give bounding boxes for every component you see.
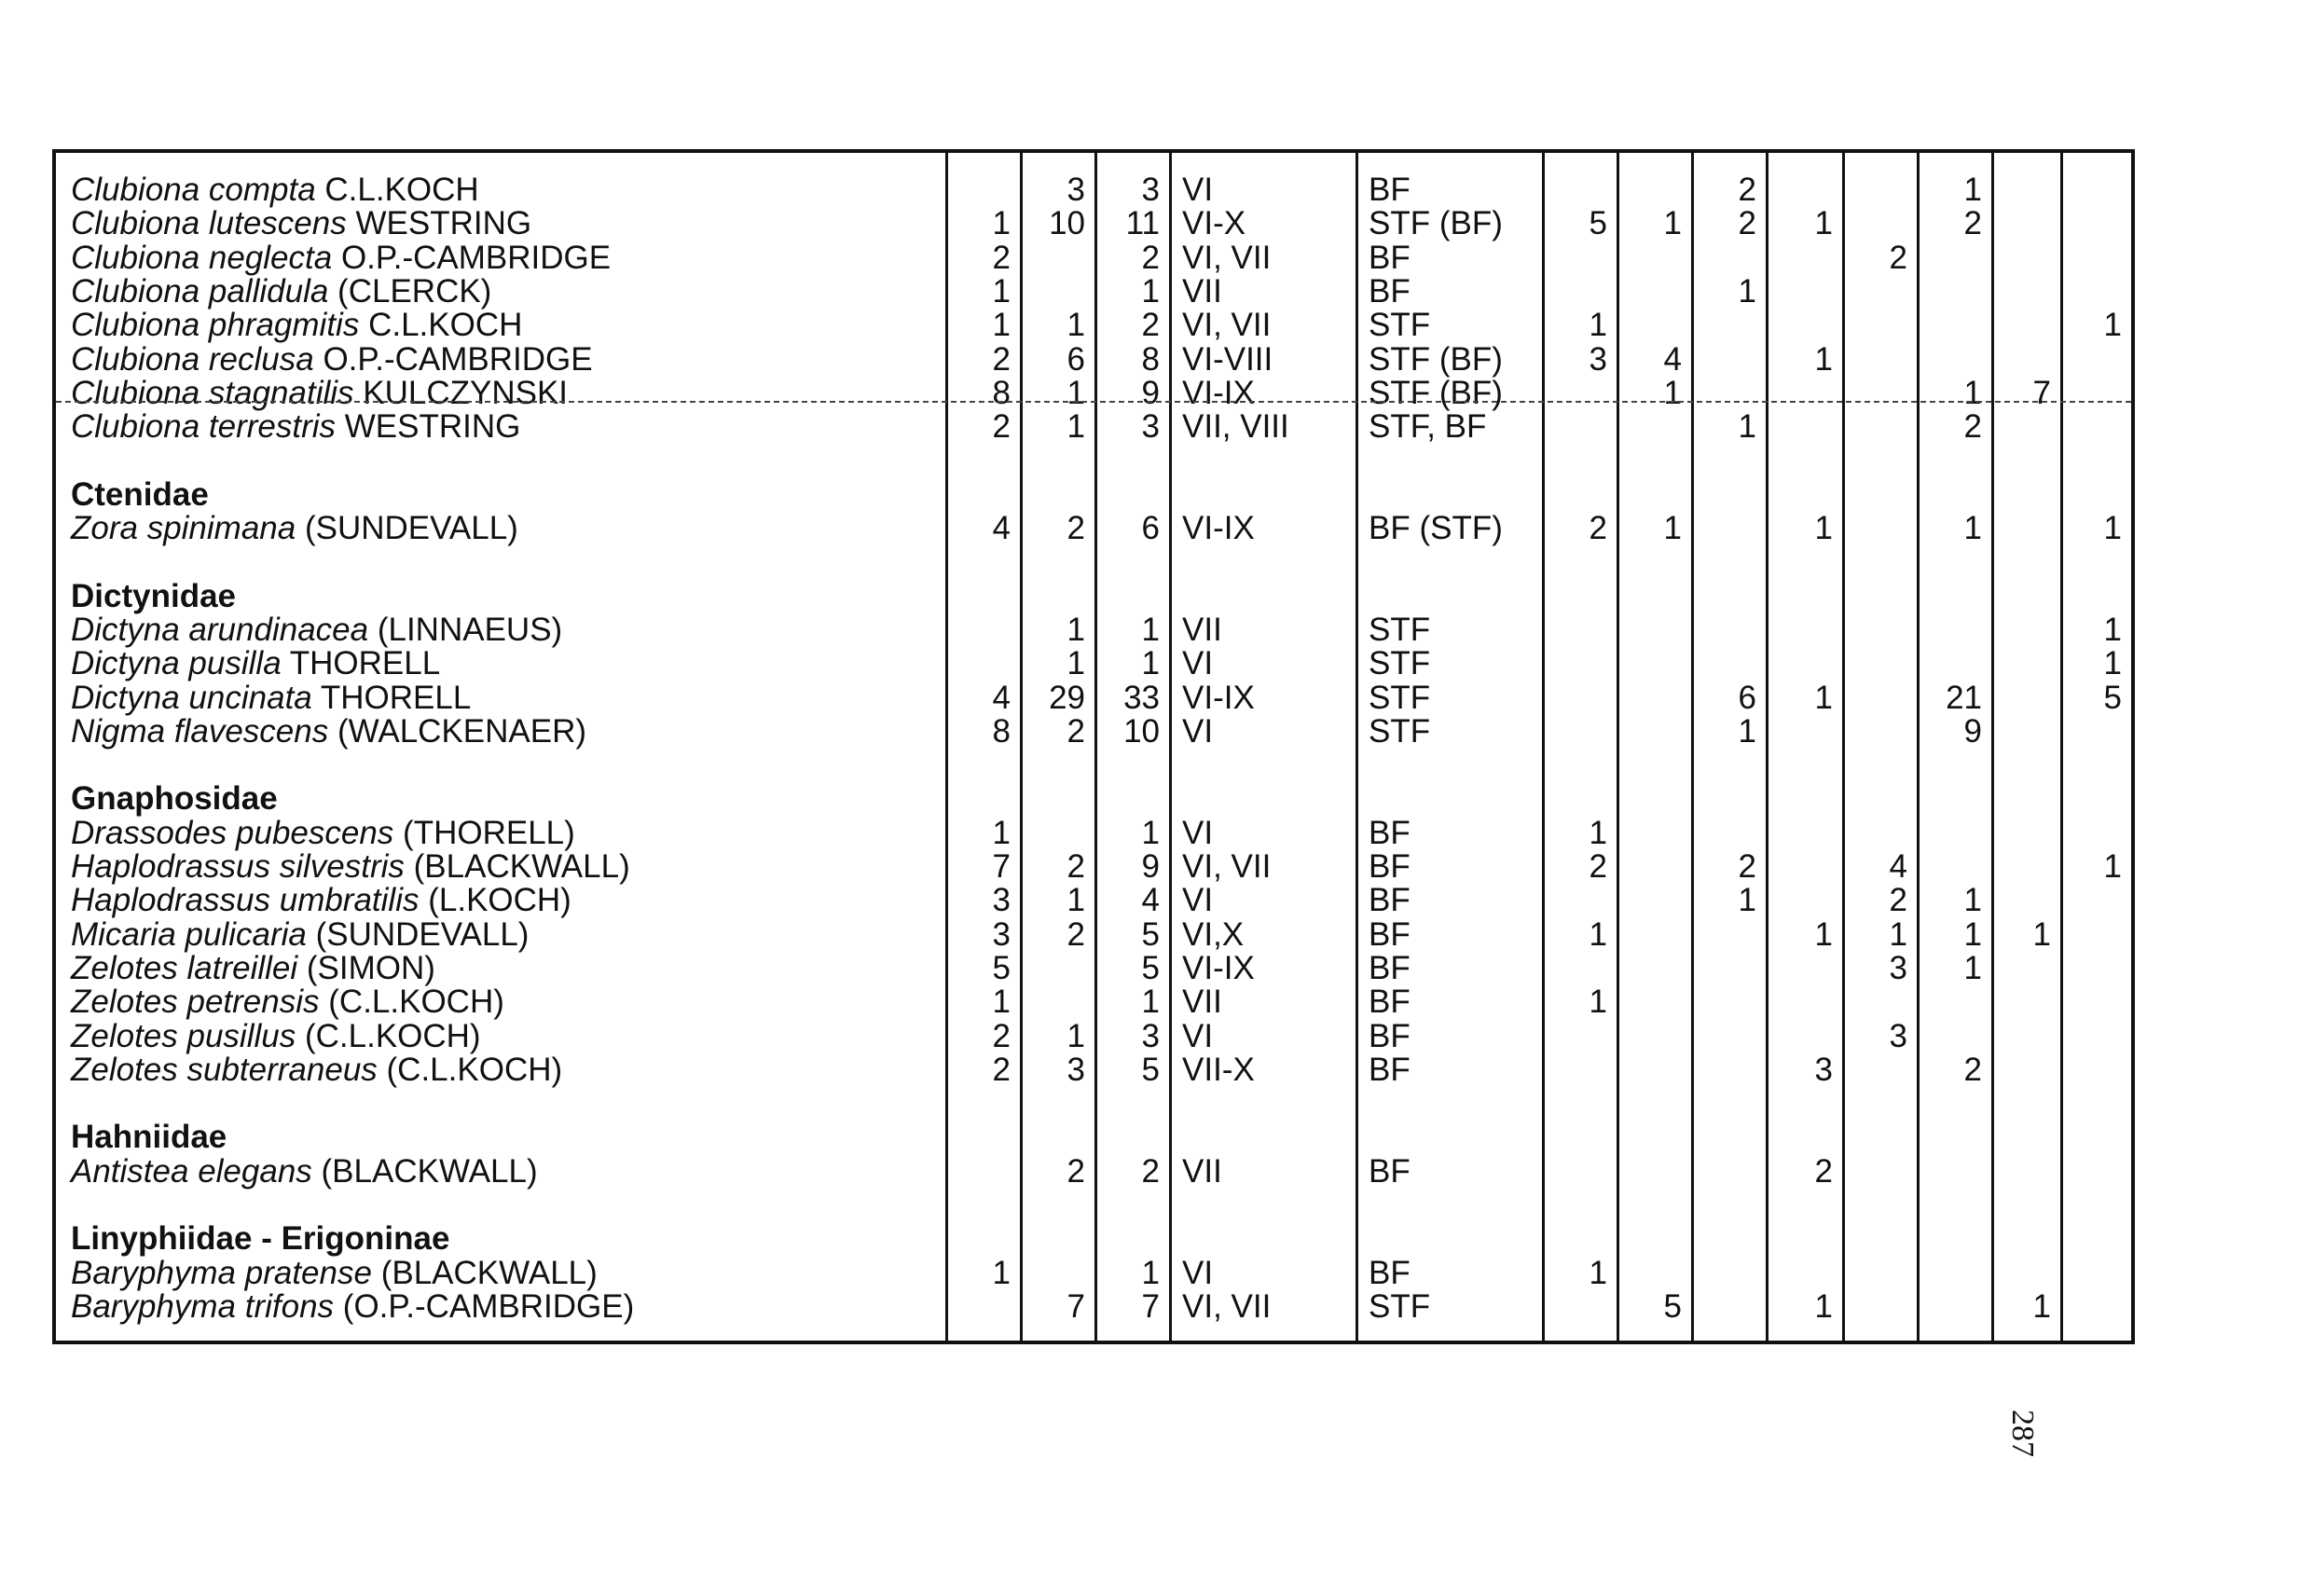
table-cell: VI-IX	[1182, 374, 1255, 411]
table-cell: 6	[1141, 510, 1160, 546]
table-cell: STF	[1369, 712, 1431, 750]
species-author: THORELL	[320, 679, 472, 716]
species-binomial: Haplodrassus silvestris	[71, 848, 405, 885]
species-table	[52, 149, 2135, 1344]
species-author: (C.L.KOCH)	[304, 1017, 481, 1054]
table-cell: BF	[1369, 1152, 1411, 1190]
species-binomial: Clubiona compta	[71, 172, 316, 208]
table-cell: 1	[992, 814, 1011, 851]
table-cell: 3	[1589, 340, 1607, 378]
species-name	[71, 309, 522, 342]
table-cell: 5	[1589, 205, 1607, 242]
species-author: (BLACKWALL)	[413, 848, 630, 885]
table-cell: 2	[1738, 205, 1756, 242]
species-binomial: Dictyna uncinata	[71, 679, 312, 716]
table-cell: 4	[1663, 340, 1682, 378]
table-cell: 3	[1067, 1051, 1085, 1088]
table-cell: 2	[1963, 1051, 1982, 1088]
table-cell: 3	[1889, 949, 1907, 986]
species-name	[71, 1053, 562, 1087]
table-cell: 4	[1141, 882, 1160, 919]
table-cell: 1	[1663, 374, 1682, 411]
table-cell: 1	[1963, 374, 1982, 411]
table-cell: 3	[1067, 172, 1085, 208]
column-rule-4	[1356, 153, 1358, 1341]
table-cell: BF	[1369, 949, 1411, 986]
table-cell: 1	[1067, 882, 1085, 919]
species-binomial: Zelotes latreillei	[71, 949, 298, 986]
species-author: (CLERCK)	[337, 272, 492, 310]
table-cell: 1	[1589, 307, 1607, 344]
table-cell: 6	[1067, 340, 1085, 378]
table-cell: VII	[1182, 611, 1222, 648]
species-binomial: Zelotes petrensis	[71, 984, 320, 1021]
table-cell: 1	[1814, 205, 1833, 242]
column-rule-3	[1169, 153, 1172, 1341]
species-author: (C.L.KOCH)	[386, 1051, 563, 1088]
table-cell: 1	[1963, 915, 1982, 953]
species-author: KULCZYNSKI	[363, 374, 569, 411]
family-heading: Gnaphosidae	[71, 780, 278, 818]
table-cell: 1	[1067, 408, 1085, 446]
table-cell: VII	[1182, 272, 1222, 310]
species-binomial: Clubiona terrestris	[71, 408, 336, 446]
table-cell: 1	[1738, 712, 1756, 750]
table-cell: 2	[1963, 408, 1982, 446]
table-cell: VI	[1182, 712, 1214, 750]
table-cell: 1	[1738, 408, 1756, 446]
table-cell: 3	[1814, 1051, 1833, 1088]
table-cell: VI, VII	[1182, 1287, 1272, 1325]
species-binomial: Clubiona phragmitis	[71, 307, 360, 344]
table-cell: VI, VII	[1182, 307, 1272, 344]
table-cell: 4	[1889, 848, 1907, 885]
species-binomial: Dictyna arundinacea	[71, 611, 369, 648]
species-binomial: Baryphyma trifons	[71, 1287, 335, 1325]
table-cell: 1	[1663, 205, 1682, 242]
table-cell: VI	[1182, 1254, 1214, 1291]
family-heading: Ctenidae	[71, 475, 209, 513]
species-name	[71, 272, 492, 310]
table-cell: 29	[1049, 679, 1085, 716]
table-cell: VI-IX	[1182, 679, 1255, 716]
species-name	[71, 207, 531, 241]
table-cell: 1	[1141, 272, 1160, 310]
table-cell: 1	[1589, 1254, 1607, 1291]
table-cell: 1	[1963, 172, 1982, 208]
species-author: (BLACKWALL)	[321, 1152, 538, 1190]
table-cell: 1	[2103, 307, 2122, 344]
table-cell: 3	[992, 915, 1011, 953]
table-cell: VI-X	[1182, 205, 1246, 242]
table-cell: 1	[1589, 915, 1607, 953]
column-rule-11	[1991, 153, 1994, 1341]
table-cell: VI	[1182, 814, 1214, 851]
table-cell: 2	[992, 1051, 1011, 1088]
table-cell: VI, VII	[1182, 848, 1272, 885]
species-name	[71, 410, 520, 444]
table-cell: STF	[1369, 679, 1431, 716]
table-cell: 1	[2103, 510, 2122, 546]
table-cell: 1	[1814, 340, 1833, 378]
table-cell: 21	[1946, 679, 1982, 716]
table-cell: 1	[1589, 984, 1607, 1021]
table-cell: VI	[1182, 882, 1214, 919]
table-cell: 2	[1589, 510, 1607, 546]
table-cell: VI	[1182, 1017, 1214, 1054]
table-cell: STF (BF)	[1369, 340, 1503, 378]
table-cell: 3	[1141, 172, 1160, 208]
table-cell: 1	[1814, 1287, 1833, 1325]
table-cell: 1	[1067, 374, 1085, 411]
table-cell: 5	[1141, 1051, 1160, 1088]
table-cell: 1	[992, 1254, 1011, 1291]
table-cell: 2	[1067, 1152, 1085, 1190]
table-cell: 1	[1141, 1254, 1160, 1291]
table-cell: 1	[2032, 1287, 2051, 1325]
table-cell: 33	[1123, 679, 1160, 716]
species-binomial: Micaria pulicaria	[71, 915, 307, 953]
table-cell: VI	[1182, 645, 1214, 682]
table-cell: 2	[1067, 510, 1085, 546]
species-name	[71, 1287, 635, 1325]
species-binomial: Clubiona reclusa	[71, 340, 314, 378]
family-heading: Linyphiidae - Erigoninae	[71, 1220, 450, 1258]
table-cell: 2	[1141, 307, 1160, 344]
table-cell: BF (STF)	[1369, 510, 1503, 546]
table-cell: STF	[1369, 1287, 1431, 1325]
table-cell: VII	[1182, 1152, 1222, 1190]
table-cell: BF	[1369, 848, 1411, 885]
species-name	[71, 173, 479, 207]
species-name	[71, 985, 504, 1019]
table-cell: 9	[1141, 374, 1160, 411]
species-binomial: Drassodes pubescens	[71, 814, 394, 851]
table-cell: 2	[1067, 712, 1085, 750]
table-cell: 2	[1141, 1152, 1160, 1190]
species-author: (THORELL)	[403, 814, 575, 851]
table-cell: 1	[1067, 307, 1085, 344]
species-author: (O.P.-CAMBRIDGE)	[342, 1287, 635, 1325]
table-cell: BF	[1369, 1051, 1411, 1088]
column-rule-6	[1617, 153, 1619, 1341]
page-number: 287	[2005, 1410, 2040, 1457]
table-cell: 2	[1067, 915, 1085, 953]
table-cell: 1	[1067, 645, 1085, 682]
species-binomial: Zora spinimana	[71, 510, 296, 546]
table-cell: 2	[992, 1017, 1011, 1054]
table-cell: VI, VII	[1182, 239, 1272, 276]
table-cell: BF	[1369, 984, 1411, 1021]
table-cell: STF	[1369, 307, 1431, 344]
table-cell: 1	[1141, 611, 1160, 648]
table-cell: 8	[1141, 340, 1160, 378]
table-cell: 5	[1663, 1287, 1682, 1325]
species-author: WESTRING	[344, 408, 521, 446]
species-name	[71, 1152, 538, 1190]
species-author: O.P.-CAMBRIDGE	[323, 340, 593, 378]
table-cell: BF	[1369, 272, 1411, 310]
table-cell: 1	[992, 307, 1011, 344]
species-binomial: Clubiona pallidula	[71, 272, 329, 310]
species-name	[71, 647, 440, 681]
table-cell: 1	[1141, 645, 1160, 682]
species-name	[71, 884, 571, 917]
table-cell: VII, VIII	[1182, 408, 1289, 446]
table-cell: 5	[1141, 949, 1160, 986]
table-cell: 7	[1067, 1287, 1085, 1325]
table-cell: BF	[1369, 1017, 1411, 1054]
table-cell: VII-X	[1182, 1051, 1255, 1088]
species-binomial: Antistea elegans	[71, 1152, 312, 1190]
table-cell: BF	[1369, 915, 1411, 953]
table-cell: 2	[1738, 172, 1756, 208]
table-cell: VII	[1182, 984, 1222, 1021]
table-cell: VI,X	[1182, 915, 1245, 953]
table-cell: 5	[992, 949, 1011, 986]
table-cell: 10	[1049, 205, 1085, 242]
table-cell: 1	[1738, 272, 1756, 310]
table-cell: VI-IX	[1182, 510, 1255, 546]
table-cell: 7	[1141, 1287, 1160, 1325]
scan-rule-line	[56, 401, 2131, 403]
species-author: THORELL	[289, 645, 441, 682]
table-cell: STF, BF	[1369, 408, 1487, 446]
table-cell: 4	[992, 679, 1011, 716]
table-cell: 3	[992, 882, 1011, 919]
species-name	[71, 241, 611, 275]
table-cell: 2	[992, 340, 1011, 378]
species-binomial: Clubiona stagnatilis	[71, 374, 354, 411]
table-cell: 1	[1963, 510, 1982, 546]
table-cell: 9	[1963, 712, 1982, 750]
species-binomial: Clubiona neglecta	[71, 239, 333, 276]
table-cell: 2	[1963, 205, 1982, 242]
table-cell: BF	[1369, 882, 1411, 919]
table-cell: 1	[2103, 645, 2122, 682]
species-author: (L.KOCH)	[428, 882, 571, 919]
species-name	[71, 681, 471, 715]
table-cell: 1	[1963, 882, 1982, 919]
table-cell: STF (BF)	[1369, 205, 1503, 242]
table-cell: VI	[1182, 172, 1214, 208]
table-cell: 7	[2032, 374, 2051, 411]
table-cell: 1	[2032, 915, 2051, 953]
table-cell: 1	[1889, 915, 1907, 953]
table-cell: 2	[1067, 848, 1085, 885]
table-cell: STF (BF)	[1369, 374, 1503, 411]
species-binomial: Zelotes pusillus	[71, 1017, 296, 1054]
table-cell: BF	[1369, 239, 1411, 276]
table-cell: 1	[1963, 949, 1982, 986]
table-cell: BF	[1369, 172, 1411, 208]
species-author: (LINNAEUS)	[377, 611, 563, 648]
table-cell: 1	[1814, 915, 1833, 953]
family-heading: Dictynidae	[71, 577, 236, 614]
table-cell: 1	[1663, 510, 1682, 546]
species-author: WESTRING	[355, 205, 532, 242]
table-cell: 5	[1141, 915, 1160, 953]
species-author: (SUNDEVALL)	[304, 510, 518, 546]
table-cell: 2	[992, 239, 1011, 276]
table-cell: VI-VIII	[1182, 340, 1273, 378]
table-cell: 6	[1738, 679, 1756, 716]
table-cell: STF	[1369, 645, 1431, 682]
species-author: C.L.KOCH	[324, 172, 479, 208]
table-cell: BF	[1369, 814, 1411, 851]
table-cell: 1	[1141, 984, 1160, 1021]
table-cell: 2	[1814, 1152, 1833, 1190]
species-name	[71, 1254, 598, 1291]
table-cell: 1	[1067, 1017, 1085, 1054]
species-binomial: Zelotes subterraneus	[71, 1051, 378, 1088]
species-author: (BLACKWALL)	[380, 1254, 598, 1291]
table-cell: 9	[1141, 848, 1160, 885]
species-author: O.P.-CAMBRIDGE	[340, 239, 612, 276]
species-name	[71, 712, 587, 750]
table-cell: 1	[2103, 611, 2122, 648]
table-cell: 1	[1814, 510, 1833, 546]
table-cell: 1	[992, 272, 1011, 310]
table-cell: VI-IX	[1182, 949, 1255, 986]
species-author: (WALCKENAER)	[337, 712, 587, 750]
species-name	[71, 613, 562, 647]
table-cell: 2	[992, 408, 1011, 446]
table-cell: 8	[992, 374, 1011, 411]
species-author: (C.L.KOCH)	[328, 984, 504, 1021]
table-cell: 11	[1125, 205, 1160, 242]
species-name	[71, 1017, 481, 1054]
table-cell: 2	[1738, 848, 1756, 885]
table-cell: 7	[992, 848, 1011, 885]
table-cell: 2	[1141, 239, 1160, 276]
table-cell: 1	[1067, 611, 1085, 648]
species-binomial: Haplodrassus umbratilis	[71, 882, 420, 919]
species-name	[71, 374, 569, 411]
species-name	[71, 512, 518, 545]
table-cell: 3	[1889, 1017, 1907, 1054]
species-author: (SIMON)	[306, 949, 435, 986]
species-author: (SUNDEVALL)	[315, 915, 530, 953]
column-rule-9	[1842, 153, 1845, 1341]
table-cell: 1	[1141, 814, 1160, 851]
species-name	[71, 915, 530, 953]
species-name	[71, 949, 435, 986]
species-binomial: Dictyna pusilla	[71, 645, 282, 682]
species-binomial: Nigma flavescens	[71, 712, 329, 750]
table-cell: 1	[992, 984, 1011, 1021]
table-cell: BF	[1369, 1254, 1411, 1291]
table-cell: 4	[992, 510, 1011, 546]
table-cell: 10	[1123, 712, 1160, 750]
species-name	[71, 340, 593, 378]
family-heading: Hahniidae	[71, 1119, 227, 1156]
table-cell: 1	[992, 205, 1011, 242]
species-name	[71, 814, 575, 851]
table-cell: 1	[2103, 848, 2122, 885]
species-binomial: Clubiona lutescens	[71, 205, 347, 242]
table-cell: 8	[992, 712, 1011, 750]
table-cell: 3	[1141, 408, 1160, 446]
table-cell: 1	[1738, 882, 1756, 919]
table-cell: 2	[1589, 848, 1607, 885]
species-binomial: Baryphyma pratense	[71, 1254, 372, 1291]
table-cell: 3	[1141, 1017, 1160, 1054]
table-cell: 5	[2103, 679, 2122, 716]
table-cell: 1	[1814, 679, 1833, 716]
table-cell: 2	[1889, 882, 1907, 919]
table-cell: 2	[1889, 239, 1907, 276]
table-cell: 1	[1589, 814, 1607, 851]
table-cell: STF	[1369, 611, 1431, 648]
species-name	[71, 850, 630, 884]
species-author: C.L.KOCH	[368, 307, 523, 344]
